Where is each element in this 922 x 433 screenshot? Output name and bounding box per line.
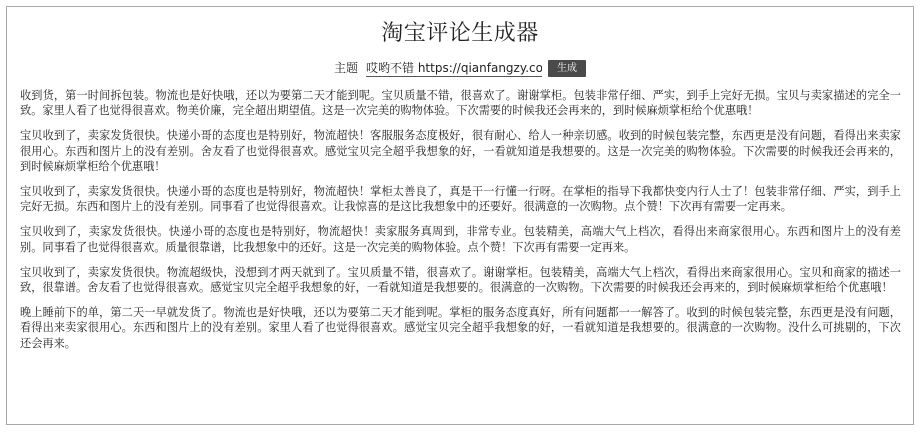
generate-button[interactable]: 生成 xyxy=(548,60,586,77)
generator-panel xyxy=(6,6,914,425)
comment-item: 晚上睡前下的单，第二天一早就发货了。物流也是好快哦，还以为要第二天才能到呢。掌柜的服务态度真好，所有问题都一一解答了。收到的时候包装完整，东西更是没有问题，看得出来卖家很用心。东西和图片上的没有差别。家里人看了也觉得很喜欢。感觉宝贝完全超乎我想象的好，一看就知道是我想要的。很满意的一次购物。没什么可挑剔的，下次还会再来。 xyxy=(20,306,901,350)
comment-item: 宝贝收到了，卖家发货很快。快递小哥的态度也是特别好，物流超快！卖家服务真周到，非常专业。包装精美，高端大气上档次，看得出来商家很用心。东西和图片上的没有差别。同事看了也觉得很喜欢。质量很靠谱，比我想象中的还好。这是一次完美的购物体验。点个赞！下次再有需要一定再来。 xyxy=(20,225,901,254)
page-title: 淘宝评论生成器 xyxy=(381,21,539,46)
topic-input[interactable] xyxy=(366,60,542,77)
comment-item: 宝贝收到了，卖家发货很快。快递小哥的态度也是特别好，物流超快！掌柜太善良了，真是干一行懂一行呀。在掌柜的指导下我都快变内行人士了！包装非常仔细、严实，到手上完好无损。东西和图片上的没有差别。同事看了也觉得很喜欢。让我惊喜的是这比我想象中的还要好。很满意的一次购物。点个赞！下次再有需要一定再来。 xyxy=(20,185,901,214)
topic-form xyxy=(7,59,913,79)
topic-label: 主题 xyxy=(333,61,358,75)
comment-item: 收到货，第一时间拆包装。物流也是好快哦，还以为要第二天才能到呢。宝贝质量不错，很喜欢了。谢谢掌柜。包装非常仔细、严实，到手上完好无损。宝贝与卖家描述的完全一致。家里人看了也觉得很喜欢。物美价廉，完全超出期望值。这是一次完美的购物体验。下次需要的时候我还会再来的，到时候麻烦掌柜给个优惠哦！ xyxy=(20,89,901,118)
comment-item: 宝贝收到了，卖家发货很快。物流超级快，没想到才两天就到了。宝贝质量不错，很喜欢了。谢谢掌柜。包装精美，高端大气上档次，看得出来商家很用心。宝贝和商家的描述一致，很靠谱。舍友看了也觉得很喜欢。感觉宝贝完全超乎我想象的好，一看就知道是我想要的。很满意的一次购物。下次需要的时候我还会再来的，到时候麻烦掌柜给个优惠哦！ xyxy=(20,265,901,295)
comment-list xyxy=(20,88,901,361)
comment-item: 宝贝收到了，卖家发货很快。快递小哥的态度也是特别好，物流超快！客服服务态度极好，很有耐心、给人一种亲切感。收到的时候包装完整，东西更是没有问题，看得出来卖家很用心。东西和图片上的没有差别。舍友看了也觉得很喜欢。感觉宝贝完全超乎我想象的好，一看就知道是我想要的。这是一次完美的购物体验。下次需要的时候我还会再来的，到时候麻烦掌柜给个优惠哦！ xyxy=(20,129,901,173)
